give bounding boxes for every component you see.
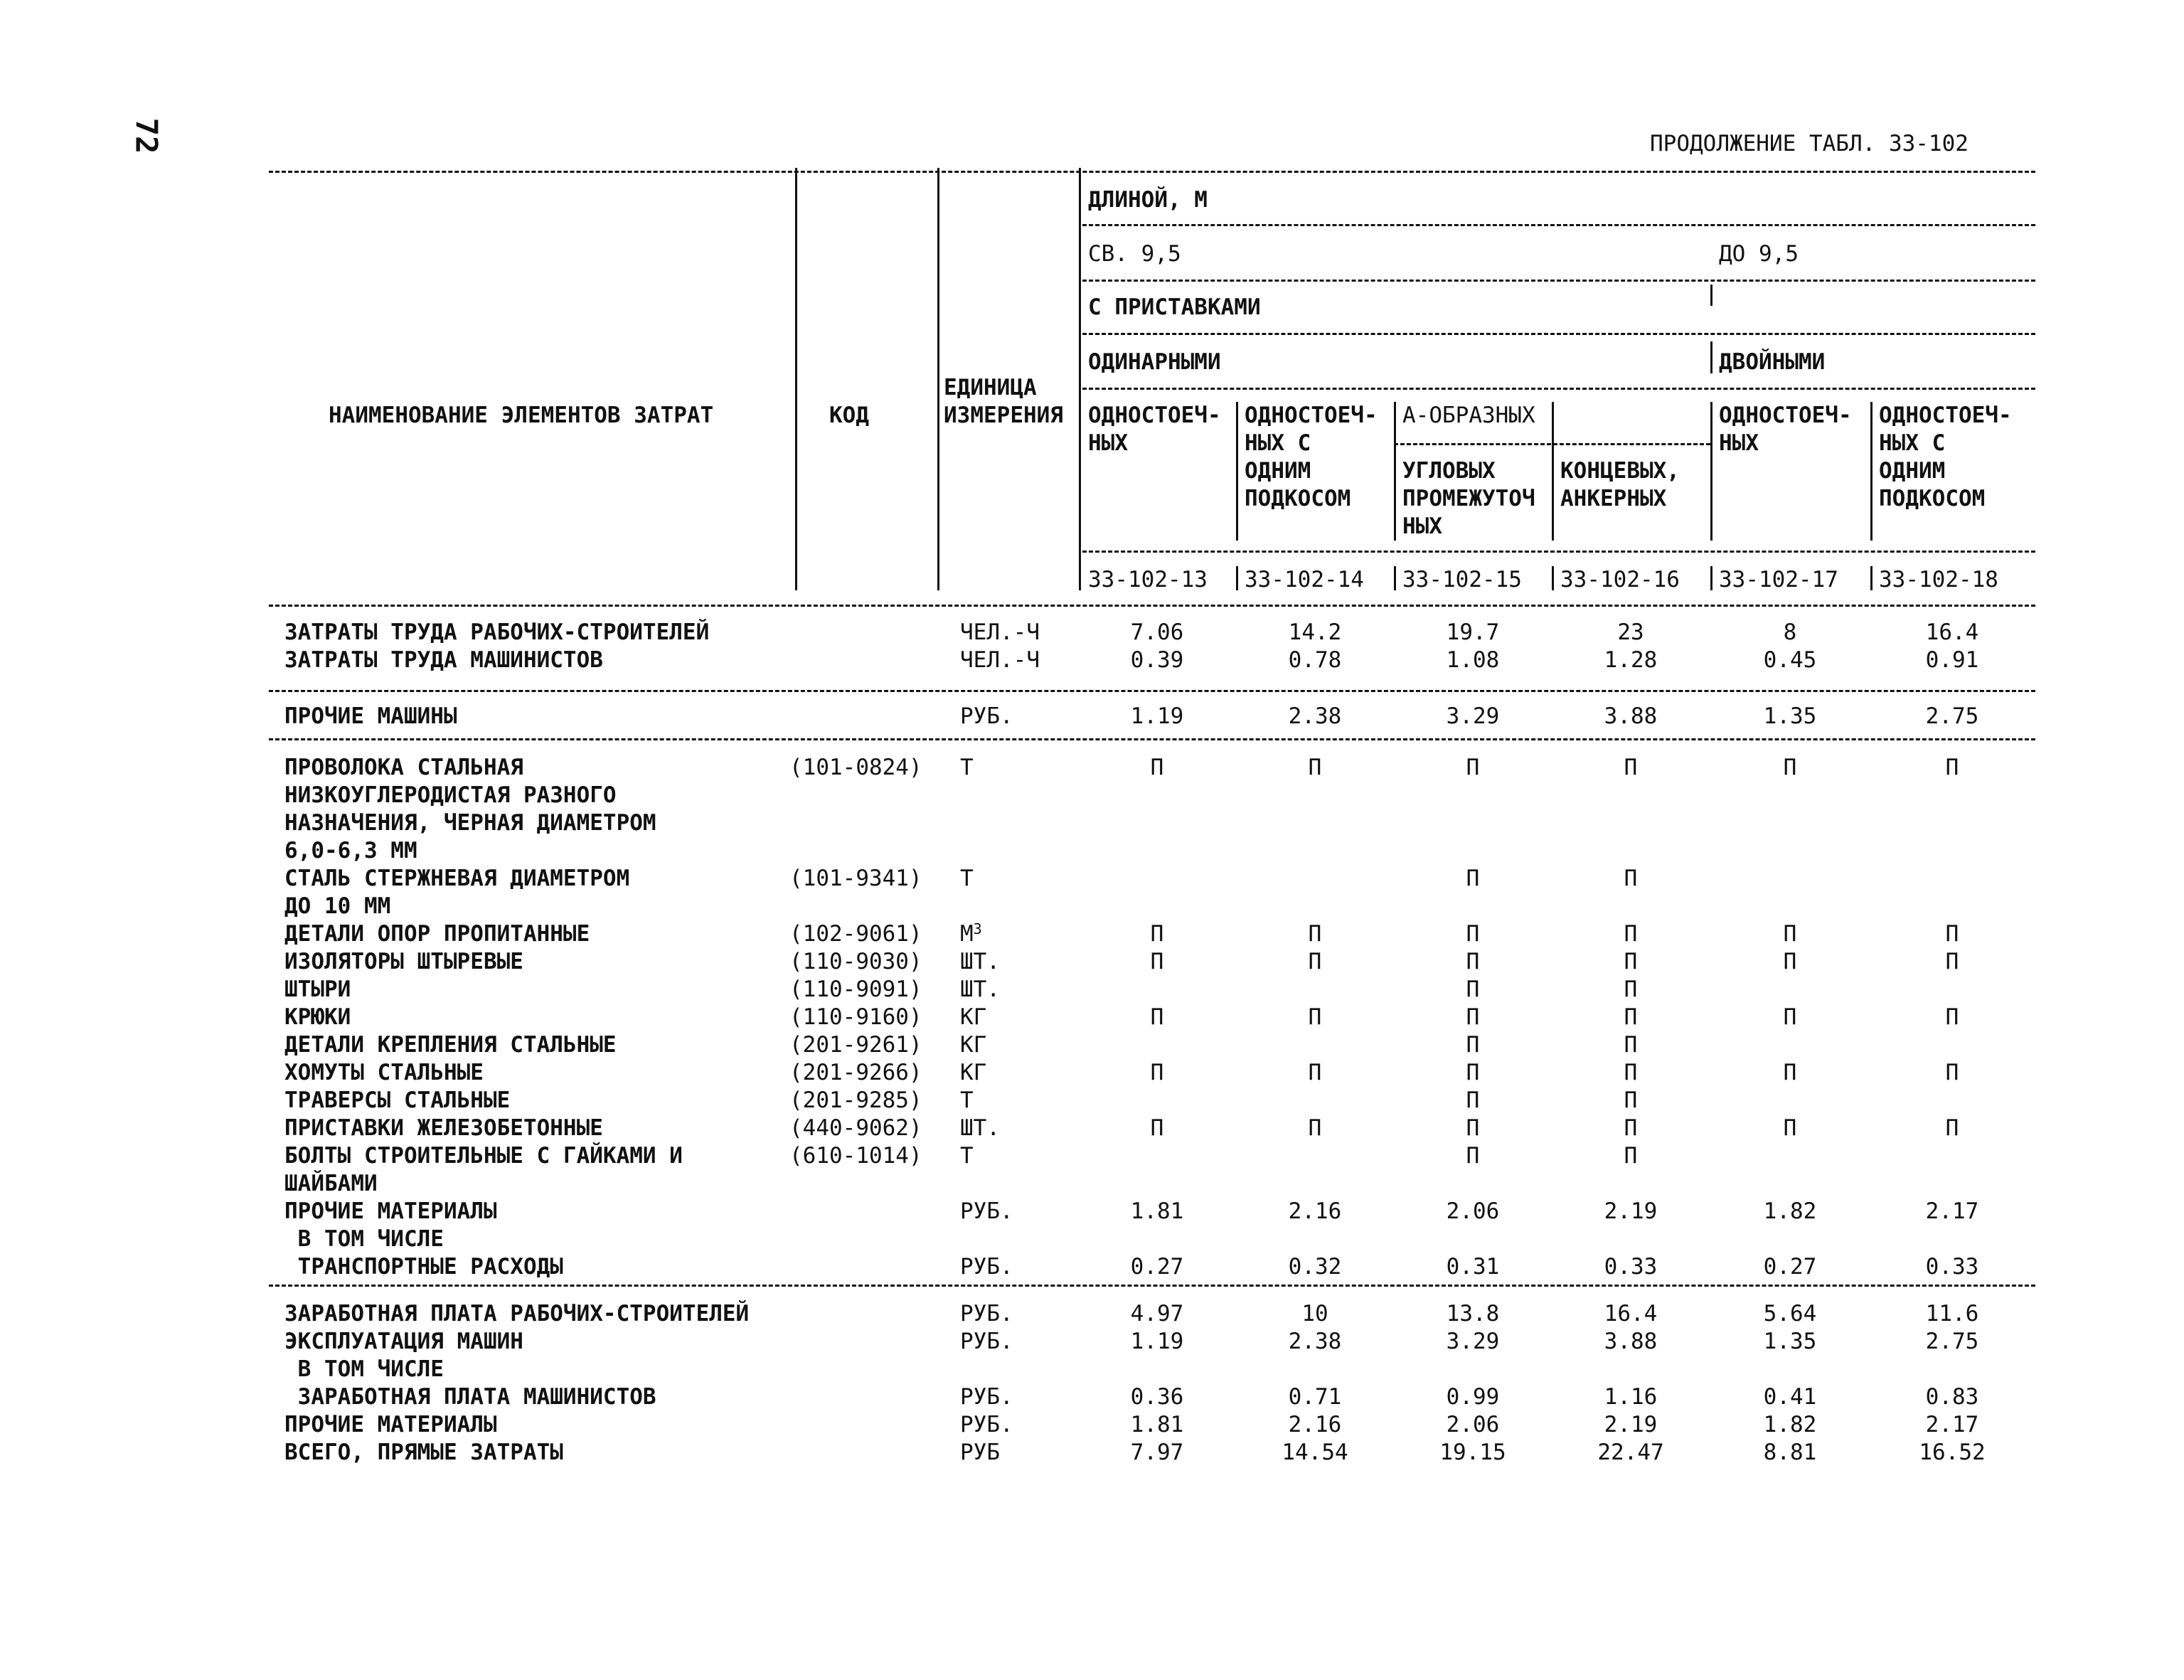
header-length: ДЛИНОЙ, М <box>1088 187 1208 213</box>
total-value: 1.35 <box>1763 1329 1817 1354</box>
material-value: П <box>1624 949 1638 974</box>
material-unit: Т <box>960 866 974 891</box>
material-value: П <box>1466 1143 1480 1169</box>
material-value: П <box>1308 1060 1322 1085</box>
total-value: 0.99 <box>1446 1384 1500 1410</box>
total-unit: РУБ. <box>960 1301 1013 1327</box>
machines-value: 3.88 <box>1604 703 1658 729</box>
header-over: СВ. 9,5 <box>1088 241 1181 267</box>
total-unit: РУБ. <box>960 1329 1013 1354</box>
column-code: 33-102-14 <box>1245 567 1364 592</box>
material-value: 1.81 <box>1130 1198 1184 1224</box>
machines-name: ПРОЧИЕ МАШИНЫ <box>284 703 457 729</box>
labor-value: 14.2 <box>1288 620 1342 645</box>
total-name: ЭКСПЛУАТАЦИЯ МАШИН <box>284 1329 523 1354</box>
material-value: П <box>1466 1115 1480 1141</box>
material-value: П <box>1624 1004 1638 1030</box>
total-name: В ТОМ ЧИСЛЕ <box>284 1356 444 1382</box>
machines-value: 2.75 <box>1925 703 1979 729</box>
material-code: (610-1014) <box>789 1143 922 1169</box>
material-code: (201-9266) <box>789 1060 922 1085</box>
labor-name: ЗАТРАТЫ ТРУДА МАШИНИСТОВ <box>284 647 603 673</box>
material-name: ДО 10 ММ <box>284 893 391 919</box>
total-value: 0.36 <box>1130 1384 1184 1410</box>
material-value: П <box>1624 1088 1638 1113</box>
labor-value: 0.45 <box>1763 647 1817 673</box>
total-value: 22.47 <box>1597 1440 1664 1465</box>
material-value: П <box>1783 1004 1797 1030</box>
total-value: 7.97 <box>1130 1440 1184 1465</box>
material-value: П <box>1150 1115 1164 1141</box>
total-value: 0.41 <box>1763 1384 1817 1410</box>
material-name: ИЗОЛЯТОРЫ ШТЫРЕВЫЕ <box>284 949 523 974</box>
material-name: В ТОМ ЧИСЛЕ <box>284 1226 444 1252</box>
material-value: П <box>1624 866 1638 891</box>
total-value: 11.6 <box>1925 1301 1979 1327</box>
material-unit: ШТ. <box>960 1115 1000 1141</box>
material-value: П <box>1945 755 1959 780</box>
material-value: П <box>1466 1004 1480 1030</box>
header-name-column: НАИМЕНОВАНИЕ ЭЛЕМЕНТОВ ЗАТРАТ <box>329 403 714 428</box>
material-value: П <box>1624 1143 1638 1169</box>
total-value: 3.29 <box>1446 1329 1500 1354</box>
material-value: П <box>1308 1004 1322 1030</box>
material-value: П <box>1783 1060 1797 1085</box>
material-value: 2.06 <box>1446 1198 1500 1224</box>
material-unit: Т <box>960 1143 974 1169</box>
material-code: (440-9062) <box>789 1115 922 1141</box>
material-value: П <box>1466 1088 1480 1113</box>
column-code: 33-102-18 <box>1879 567 1998 592</box>
header-column-3: НЫХ <box>1402 514 1442 539</box>
labor-value: 8 <box>1783 620 1797 645</box>
material-unit: ШТ. <box>960 977 1000 1002</box>
header-column-2: ОДНИМ <box>1245 458 1311 484</box>
header-a-shaped: А-ОБРАЗНЫХ <box>1402 403 1535 428</box>
material-value: 0.27 <box>1763 1254 1817 1280</box>
divider-col-6 <box>1870 402 1873 541</box>
material-value: П <box>1466 949 1480 974</box>
material-name: ТРАНСПОРТНЫЕ РАСХОДЫ <box>284 1254 563 1280</box>
material-name: ПРИСТАВКИ ЖЕЛЕЗОБЕТОННЫЕ <box>284 1115 603 1141</box>
material-value: П <box>1308 755 1322 780</box>
material-name: НИЗКОУГЛЕРОДИСТАЯ РАЗНОГО <box>284 782 617 808</box>
material-unit: РУБ. <box>960 1198 1013 1224</box>
machines-value: 3.29 <box>1446 703 1500 729</box>
material-code: (101-0824) <box>789 755 922 780</box>
header-column-2: ОДНОСТОЕЧ- <box>1245 403 1378 428</box>
material-code: (110-9160) <box>789 1004 922 1030</box>
labor-value: 19.7 <box>1446 620 1500 645</box>
material-value: П <box>1945 1060 1959 1085</box>
material-value: П <box>1150 921 1164 947</box>
labor-unit: ЧЕЛ.-Ч <box>960 647 1040 673</box>
header-column-1: ОДНОСТОЕЧ- <box>1088 403 1221 428</box>
divider-code-3 <box>1394 566 1396 590</box>
divider-code-unit <box>937 168 939 590</box>
header-column-2: НЫХ С <box>1245 430 1311 456</box>
total-value: 0.71 <box>1288 1384 1342 1410</box>
header-rule-over <box>1082 280 2035 282</box>
material-value: П <box>1783 921 1797 947</box>
divider-unit-data <box>1079 168 1081 590</box>
material-unit: Т <box>960 1088 974 1113</box>
column-code: 33-102-13 <box>1088 567 1208 592</box>
divider-code-4 <box>1552 566 1554 590</box>
material-unit: ШТ. <box>960 949 1000 974</box>
material-unit: КГ <box>960 1004 987 1030</box>
header-column-5: ОДНОСТОЕЧ- <box>1719 403 1852 428</box>
material-value: 2.17 <box>1925 1198 1979 1224</box>
header-column-4: АНКЕРНЫХ <box>1560 486 1667 511</box>
header-rule-attach <box>1082 333 2035 335</box>
material-name: ДЕТАЛИ КРЕПЛЕНИЯ СТАЛЬНЫЕ <box>284 1032 617 1058</box>
divider-col-4 <box>1552 402 1554 541</box>
labor-value: 0.91 <box>1925 647 1979 673</box>
header-column-6: ОДНОСТОЕЧ- <box>1879 403 2012 428</box>
total-value: 4.97 <box>1130 1301 1184 1327</box>
header-column-2: ПОДКОСОМ <box>1245 486 1351 511</box>
material-value: 2.19 <box>1604 1198 1658 1224</box>
labor-value: 0.39 <box>1130 647 1184 673</box>
total-value: 16.4 <box>1604 1301 1658 1327</box>
header-column-4: КОНЦЕВЫХ, <box>1560 458 1680 484</box>
material-value: П <box>1783 755 1797 780</box>
total-value: 16.52 <box>1919 1440 1986 1465</box>
section-rule-labor <box>269 690 2035 692</box>
labor-value: 23 <box>1617 620 1644 645</box>
material-name: НАЗНАЧЕНИЯ, ЧЕРНАЯ ДИАМЕТРОМ <box>284 810 656 836</box>
total-unit: РУБ. <box>960 1412 1013 1437</box>
material-unit: Т <box>960 755 974 780</box>
total-value: 1.19 <box>1130 1329 1184 1354</box>
total-value: 1.81 <box>1130 1412 1184 1437</box>
material-value: П <box>1624 1032 1638 1058</box>
total-value: 1.82 <box>1763 1412 1817 1437</box>
material-code: (110-9091) <box>789 977 922 1002</box>
material-name: ПРОЧИЕ МАТЕРИАЛЫ <box>284 1198 497 1224</box>
header-column-3: ПРОМЕЖУТОЧ <box>1402 486 1535 511</box>
material-name: КРЮКИ <box>284 1004 351 1030</box>
material-value: П <box>1466 1060 1480 1085</box>
material-value: П <box>1466 1032 1480 1058</box>
header-top-rule <box>269 171 2035 173</box>
material-name: СТАЛЬ СТЕРЖНЕВАЯ ДИАМЕТРОМ <box>284 866 630 891</box>
material-value: П <box>1945 921 1959 947</box>
header-with-attachments: С ПРИСТАВКАМИ <box>1088 294 1261 320</box>
header-column-6: ОДНИМ <box>1879 458 1946 484</box>
total-name: ПРОЧИЕ МАТЕРИАЛЫ <box>284 1412 497 1437</box>
total-unit: РУБ. <box>960 1384 1013 1410</box>
labor-name: ЗАТРАТЫ ТРУДА РАБОЧИХ-СТРОИТЕЛЕЙ <box>284 620 710 645</box>
material-name: ПРОВОЛОКА СТАЛЬНАЯ <box>284 755 523 780</box>
labor-value: 1.28 <box>1604 647 1658 673</box>
total-value: 8.81 <box>1763 1440 1817 1465</box>
divider-code-6 <box>1870 566 1873 590</box>
column-code: 33-102-15 <box>1402 567 1522 592</box>
material-value: 1.82 <box>1763 1198 1817 1224</box>
material-value: П <box>1624 921 1638 947</box>
total-value: 3.88 <box>1604 1329 1658 1354</box>
material-value: П <box>1783 1115 1797 1141</box>
material-value: П <box>1150 755 1164 780</box>
total-value: 19.15 <box>1439 1440 1506 1465</box>
page-number: 72 <box>129 117 164 154</box>
material-value: 2.16 <box>1288 1198 1342 1224</box>
material-value: П <box>1466 977 1480 1002</box>
material-value: 0.33 <box>1604 1254 1658 1280</box>
header-upto: ДО 9,5 <box>1719 241 1799 267</box>
total-value: 2.17 <box>1925 1412 1979 1437</box>
header-rule-length <box>1082 224 2035 226</box>
total-name: ЗАРАБОТНАЯ ПЛАТА МАШИНИСТОВ <box>284 1384 656 1410</box>
total-value: 10 <box>1301 1301 1328 1327</box>
material-value: П <box>1150 1004 1164 1030</box>
divider-col-3 <box>1394 402 1396 541</box>
header-rule-single <box>1082 388 2035 390</box>
labor-value: 7.06 <box>1130 620 1184 645</box>
material-value: 0.32 <box>1288 1254 1342 1280</box>
total-value: 2.06 <box>1446 1412 1500 1437</box>
total-value: 2.75 <box>1925 1329 1979 1354</box>
material-value: П <box>1150 949 1164 974</box>
section-rule-materials <box>269 1285 2035 1287</box>
material-name: 6,0-6,3 ММ <box>284 838 417 863</box>
total-unit: РУБ <box>960 1440 1000 1465</box>
section-rule-machines <box>269 738 2035 740</box>
total-value: 14.54 <box>1282 1440 1348 1465</box>
material-name: ХОМУТЫ СТАЛЬНЫЕ <box>284 1060 484 1085</box>
material-unit: $М^3$ <box>960 920 982 947</box>
header-bottom-rule <box>269 605 2035 607</box>
header-column-3: УГЛОВЫХ <box>1402 458 1496 484</box>
material-name: ШАЙБАМИ <box>284 1171 378 1196</box>
material-value: П <box>1466 921 1480 947</box>
material-value: П <box>1624 977 1638 1002</box>
total-name: ВСЕГО, ПРЯМЫЕ ЗАТРАТЫ <box>284 1440 563 1465</box>
machines-value: 1.19 <box>1130 703 1184 729</box>
total-value: 2.16 <box>1288 1412 1342 1437</box>
divider-col-2 <box>1236 402 1238 541</box>
header-column-5: НЫХ <box>1719 430 1759 456</box>
material-value: П <box>1624 1060 1638 1085</box>
material-name: БОЛТЫ СТРОИТЕЛЬНЫЕ С ГАЙКАМИ И <box>284 1143 683 1169</box>
material-value: 0.27 <box>1130 1254 1184 1280</box>
total-value: 1.16 <box>1604 1384 1658 1410</box>
divider-code-2 <box>1236 566 1238 590</box>
material-code: (201-9285) <box>789 1088 922 1113</box>
total-value: 0.83 <box>1925 1384 1979 1410</box>
material-value: П <box>1945 1004 1959 1030</box>
header-single: ОДИНАРНЫМИ <box>1088 349 1221 375</box>
header-column-6: ПОДКОСОМ <box>1879 486 1986 511</box>
labor-value: 1.08 <box>1446 647 1500 673</box>
divider-col-5 <box>1710 402 1712 541</box>
header-code-column: КОД <box>829 403 869 428</box>
material-value: П <box>1624 1115 1638 1141</box>
material-value: П <box>1945 949 1959 974</box>
labor-value: 16.4 <box>1925 620 1979 645</box>
material-unit: КГ <box>960 1032 987 1058</box>
total-value: 5.64 <box>1763 1301 1817 1327</box>
material-value: П <box>1150 1060 1164 1085</box>
material-name: ТРАВЕРСЫ СТАЛЬНЫЕ <box>284 1088 511 1113</box>
labor-value: 0.78 <box>1288 647 1342 673</box>
machines-unit: РУБ. <box>960 703 1013 729</box>
column-code: 33-102-17 <box>1719 567 1838 592</box>
divider-single-double <box>1710 341 1712 373</box>
machines-value: 2.38 <box>1288 703 1342 729</box>
divider-code-5 <box>1710 566 1712 590</box>
total-value: 13.8 <box>1446 1301 1500 1327</box>
material-unit: КГ <box>960 1060 987 1085</box>
material-name: ДЕТАЛИ ОПОР ПРОПИТАННЫЕ <box>284 921 590 947</box>
material-code: (201-9261) <box>789 1032 922 1058</box>
header-double: ДВОЙНЫМИ <box>1719 349 1826 375</box>
material-value: 0.31 <box>1446 1254 1500 1280</box>
column-code: 33-102-16 <box>1560 567 1680 592</box>
material-value: П <box>1308 1115 1322 1141</box>
material-value: 0.33 <box>1925 1254 1979 1280</box>
total-value: 2.38 <box>1288 1329 1342 1354</box>
header-rule-codes <box>1082 551 2035 553</box>
material-unit: РУБ. <box>960 1254 1013 1280</box>
material-code: (101-9341) <box>789 866 922 891</box>
material-value: П <box>1945 1115 1959 1141</box>
header-column-6: НЫХ С <box>1879 430 1946 456</box>
machines-value: 1.35 <box>1763 703 1817 729</box>
total-name: ЗАРАБОТНАЯ ПЛАТА РАБОЧИХ-СТРОИТЕЛЕЙ <box>284 1301 750 1327</box>
material-name: ШТЫРИ <box>284 977 351 1002</box>
header-unit-column: ЕДИНИЦА <box>944 375 1037 400</box>
material-value: П <box>1624 755 1638 780</box>
material-code: (102-9061) <box>789 921 922 947</box>
material-value: П <box>1308 949 1322 974</box>
table-title: ПРОДОЛЖЕНИЕ ТАБЛ. 33-102 <box>1650 131 1969 156</box>
divider-name-code <box>795 168 797 590</box>
material-value: П <box>1308 921 1322 947</box>
material-value: П <box>1466 866 1480 891</box>
material-value: П <box>1783 949 1797 974</box>
header-unit-column: ИЗМЕРЕНИЯ <box>944 403 1063 428</box>
material-code: (110-9030) <box>789 949 922 974</box>
total-value: 2.19 <box>1604 1412 1658 1437</box>
divider-over-upto <box>1710 285 1712 306</box>
labor-unit: ЧЕЛ.-Ч <box>960 620 1040 645</box>
header-column-1: НЫХ <box>1088 430 1128 456</box>
material-value: П <box>1466 755 1480 780</box>
